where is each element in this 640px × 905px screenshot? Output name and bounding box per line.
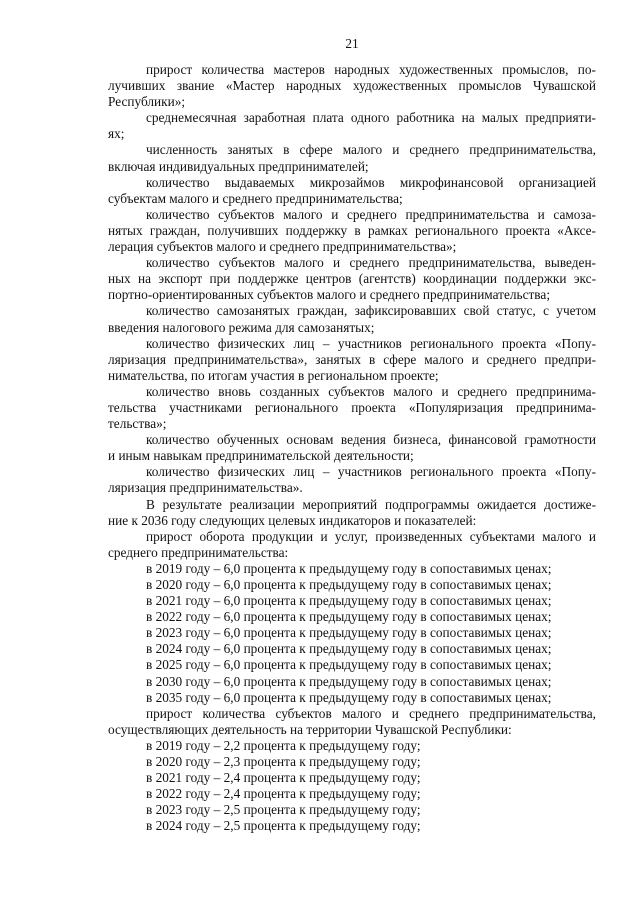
text-line: в 2019 году – 6,0 процента к предыдущему году в сопоставимых ценах; [146, 560, 552, 576]
text-line: введения налогового режима для самозанятых; [108, 319, 375, 335]
paragraph [108, 529, 596, 561]
text-line: нятых граждан, получивших поддержку в рамках регионального проекта «Аксе- [108, 222, 596, 238]
paragraph [108, 175, 596, 207]
text-line: количество субъектов малого и среднего предпринимательства и самоза- [146, 206, 596, 222]
paragraph [108, 609, 596, 625]
text-line: в 2021 году – 6,0 процента к предыдущему году в сопоставимых ценах; [146, 593, 552, 609]
text-line: в 2035 году – 6,0 процента к предыдущему году в сопоставимых ценах; [146, 689, 552, 705]
text-line: лучивших звание «Мастер народных художественных промыслов Чувашской [108, 78, 596, 94]
paragraph [108, 641, 596, 657]
text-line: субъектам малого и среднего предпринимательства; [108, 190, 403, 206]
text-line: среднего предпринимательства: [108, 544, 289, 560]
text-line: в 2021 году – 2,4 процента к предыдущему году; [146, 770, 421, 786]
paragraph [108, 738, 596, 754]
text-line: в 2022 году – 2,4 процента к предыдущему году; [146, 786, 421, 802]
document-body [108, 62, 596, 835]
text-line: численность занятых в сфере малого и среднего предпринимательства, [146, 142, 596, 158]
text-line: в 2019 году – 2,2 процента к предыдущему году; [146, 737, 421, 753]
paragraph [108, 706, 596, 738]
text-line: количество физических лиц – участников регионального проекта «Попу- [146, 464, 596, 480]
text-line: количество обученных основам ведения бизнеса, финансовой грамотности [146, 432, 596, 448]
text-line: количество самозанятых граждан, зафиксировавших свой статус, с учетом [146, 303, 596, 319]
text-line: в 2023 году – 2,5 процента к предыдущему году; [146, 802, 421, 818]
paragraph [108, 754, 596, 770]
text-line: лерация субъектов малого и среднего предпринимательства»; [108, 239, 457, 255]
text-line: прирост количества мастеров народных художественных промыслов, по- [146, 62, 596, 77]
text-line: в 2020 году – 6,0 процента к предыдущему году в сопоставимых ценах; [146, 577, 552, 592]
paragraph [108, 464, 596, 496]
text-line: ных на экспорт при поддержке центров (агентств) координации поддержки экс- [108, 271, 596, 287]
paragraph [108, 303, 596, 335]
paragraph [108, 110, 596, 142]
paragraph [108, 770, 596, 786]
paragraph [108, 818, 596, 834]
paragraph [108, 561, 596, 577]
text-line: количество выдаваемых микрозаймов микрофинансовой организацией [146, 174, 596, 190]
text-line: и иным навыкам предпринимательской деятельности; [108, 448, 414, 464]
paragraph [108, 255, 596, 303]
text-line: прирост количества субъектов малого и среднего предпринимательства, [146, 705, 596, 721]
text-line: портно-ориентированных субъектов малого и среднего предпринимательства; [108, 287, 551, 303]
paragraph [108, 690, 596, 706]
paragraph [108, 207, 596, 255]
paragraph [108, 62, 596, 110]
text-line: в 2025 году – 6,0 процента к предыдущему году в сопоставимых ценах; [146, 657, 552, 673]
text-line: в 2024 году – 2,5 процента к предыдущему году; [146, 818, 421, 834]
paragraph [108, 432, 596, 464]
paragraph [108, 786, 596, 802]
paragraph [108, 336, 596, 384]
text-line: ляризация предпринимательства». [108, 480, 303, 496]
text-line: количество физических лиц – участников регионального проекта «Попу- [146, 335, 596, 351]
text-line: тельства участниками регионального проекта «Популяризация предпринима- [108, 399, 596, 415]
page-number: 21 [345, 36, 359, 51]
text-line: среднемесячная заработная плата одного работника на малых предприяти- [146, 110, 596, 126]
text-line: осуществляющих деятельность на территории Чувашской Республики: [108, 721, 512, 737]
text-line: ях; [108, 126, 125, 142]
paragraph [108, 674, 596, 690]
paragraph [108, 142, 596, 174]
text-line: ние к 2036 году следующих целевых индикаторов и показателей: [108, 512, 477, 528]
text-line: включая индивидуальных предпринимателей; [108, 158, 369, 174]
text-line: количество субъектов малого и среднего предпринимательства, выведен- [146, 255, 596, 271]
text-line: в 2023 году – 6,0 процента к предыдущему году в сопоставимых ценах; [146, 625, 552, 641]
text-line: количество вновь созданных субъектов малого и среднего предпринима- [146, 383, 596, 399]
text-line: в 2022 году – 6,0 процента к предыдущему году в сопоставимых ценах; [146, 609, 552, 625]
paragraph [108, 384, 596, 432]
paragraph [108, 577, 596, 593]
paragraph [108, 593, 596, 609]
text-line: нимательства, по итогам участия в региональном проекте; [108, 367, 439, 383]
text-line: прирост оборота продукции и услуг, произведенных субъектами малого и [146, 528, 596, 544]
paragraph [108, 625, 596, 641]
text-line: в 2024 году – 6,0 процента к предыдущему году в сопоставимых ценах; [146, 641, 552, 657]
paragraph [108, 802, 596, 818]
text-line: В результате реализации мероприятий подпрограммы ожидается достиже- [146, 496, 596, 512]
text-line: ляризация предпринимательства», занятых в сфере малого и среднего предпри- [108, 351, 596, 367]
paragraph [108, 497, 596, 529]
text-line: в 2020 году – 2,3 процента к предыдущему году; [146, 754, 421, 770]
text-line: Республики»; [108, 94, 186, 110]
text-line: в 2030 году – 6,0 процента к предыдущему году в сопоставимых ценах; [146, 673, 552, 689]
text-line: тельства»; [108, 416, 167, 432]
paragraph [108, 657, 596, 673]
